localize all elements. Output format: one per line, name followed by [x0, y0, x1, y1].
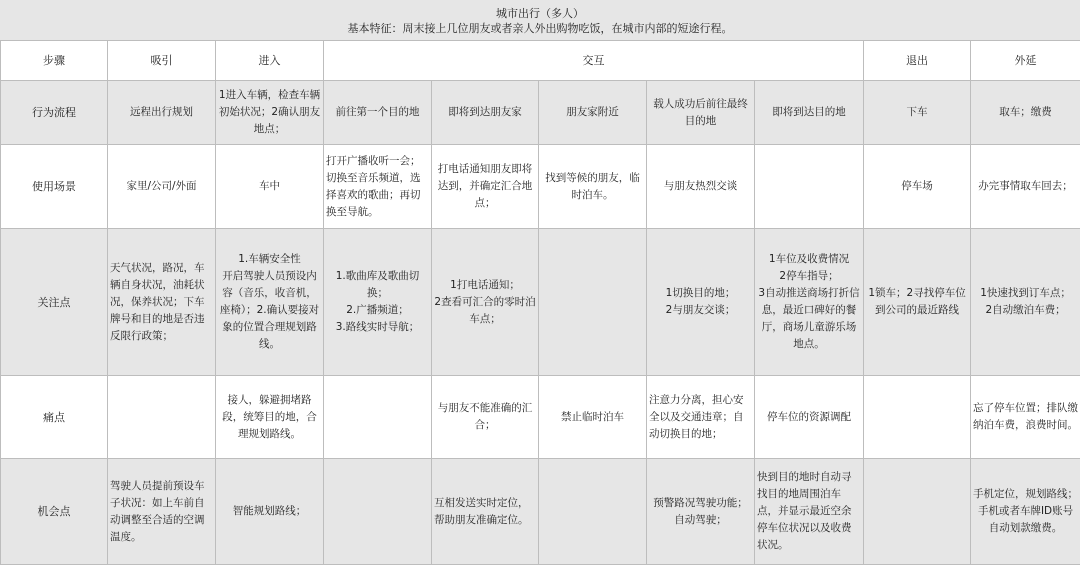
header-row [1, 41, 1080, 81]
table-cell [864, 459, 971, 565]
table-cell: 1.车辆安全性 开启驾驶人员预设内容（音乐，收音机，座椅）；2.确认要接对象的位置合理规划路线。 [216, 229, 324, 376]
table-cell: 与朋友热烈交谈 [647, 145, 755, 229]
table-cell: 手机定位，规划路线；手机或者车牌ID账号自动划款缴费。 [971, 459, 1080, 565]
header-step: 步骤 [1, 41, 108, 81]
row-label: 机会点 [1, 459, 108, 565]
table-cell: 打开广播收听一会；切换至音乐频道，选择喜欢的歌曲；再切换至导航。 [324, 145, 432, 229]
table-cell [324, 376, 432, 459]
table-cell: 家里/公司/外面 [108, 145, 216, 229]
table-cell [324, 459, 432, 565]
table-cell: 接人，躲避拥堵路段，统筹目的地，合理规划路线。 [216, 376, 324, 459]
header-exit: 退出 [864, 41, 971, 81]
row-label: 关注点 [1, 229, 108, 376]
table-cell: 注意力分离，担心安全以及交通违章；自动切换目的地； [647, 376, 755, 459]
header-enter: 进入 [216, 41, 324, 81]
table-cell: 取车；缴费 [971, 81, 1080, 145]
table-cell: 朋友家附近 [539, 81, 647, 145]
table-cell: 禁止临时泊车 [539, 376, 647, 459]
table-subtitle: 基本特征：周末接上几位朋友或者亲人外出购物吃饭，在城市内部的短途行程。 [0, 21, 1080, 36]
table-cell: 1切换目的地； 2与朋友交谈； [647, 229, 755, 376]
table-title: 城市出行（多人） [0, 6, 1080, 21]
table-cell: 载人成功后前往最终目的地 [647, 81, 755, 145]
table-cell [539, 229, 647, 376]
table-cell: 天气状况，路况，车辆自身状况，油耗状况，保养状况；下车牌号和目的地是否违反限行政策； [108, 229, 216, 376]
table-row [1, 376, 1080, 459]
table-cell: 1.歌曲库及歌曲切换； 2.广播频道； 3.路线实时导航； [324, 229, 432, 376]
table-cell: 前往第一个目的地 [324, 81, 432, 145]
table-cell: 1打电话通知； 2查看可汇合的零时泊车点； [432, 229, 539, 376]
table-cell: 办完事情取车回去； [971, 145, 1080, 229]
table-cell: 即将到达朋友家 [432, 81, 539, 145]
table-cell: 1快速找到订车点； 2自动缴泊车费； [971, 229, 1080, 376]
table-cell: 找到等候的朋友，临时泊车。 [539, 145, 647, 229]
table-cell: 车中 [216, 145, 324, 229]
table-cell: 远程出行规划 [108, 81, 216, 145]
table-cell: 1锁车；2寻找停车位到公司的最近路线 [864, 229, 971, 376]
table-cell: 停车位的资源调配 [755, 376, 864, 459]
table-cell [864, 376, 971, 459]
table-cell: 驾驶人员提前预设车子状况：如上车前自动调整至合适的空调温度。 [108, 459, 216, 565]
header-attract: 吸引 [108, 41, 216, 81]
table-cell: 忘了停车位置；排队缴纳泊车费，浪费时间。 [971, 376, 1080, 459]
table-cell: 互相发送实时定位，帮助朋友准确定位。 [432, 459, 539, 565]
table-cell [755, 145, 864, 229]
table-cell: 停车场 [864, 145, 971, 229]
table-cell: 1车位及收费情况 2停车指导； 3自动推送商场打折信息，最近口碑好的餐厅，商场儿童游乐场地点。 [755, 229, 864, 376]
table-cell: 快到目的地时自动寻找目的地周围泊车点，并显示最近空余停车位状况以及收费状况。 [755, 459, 864, 565]
table-cell: 与朋友不能准确的汇合； [432, 376, 539, 459]
table-row [1, 145, 1080, 229]
table-cell: 打电话通知朋友即将达到，并确定汇合地点； [432, 145, 539, 229]
row-label: 痛点 [1, 376, 108, 459]
header-interact: 交互 [324, 41, 864, 81]
table-cell: 即将到达目的地 [755, 81, 864, 145]
table-row [1, 81, 1080, 145]
table-cell [539, 459, 647, 565]
row-label: 使用场景 [1, 145, 108, 229]
row-label: 行为流程 [1, 81, 108, 145]
table-row [1, 229, 1080, 376]
header-extend: 外延 [971, 41, 1080, 81]
journey-map-table [0, 40, 1080, 565]
table-row [1, 459, 1080, 565]
table-cell [108, 376, 216, 459]
table-cell: 智能规划路线； [216, 459, 324, 565]
table-cell: 下车 [864, 81, 971, 145]
table-cell: 预警路况驾驶功能；自动驾驶； [647, 459, 755, 565]
table-cell: 1进入车辆，检查车辆初始状况；2确认朋友地点； [216, 81, 324, 145]
table-title-block [0, 0, 1080, 40]
